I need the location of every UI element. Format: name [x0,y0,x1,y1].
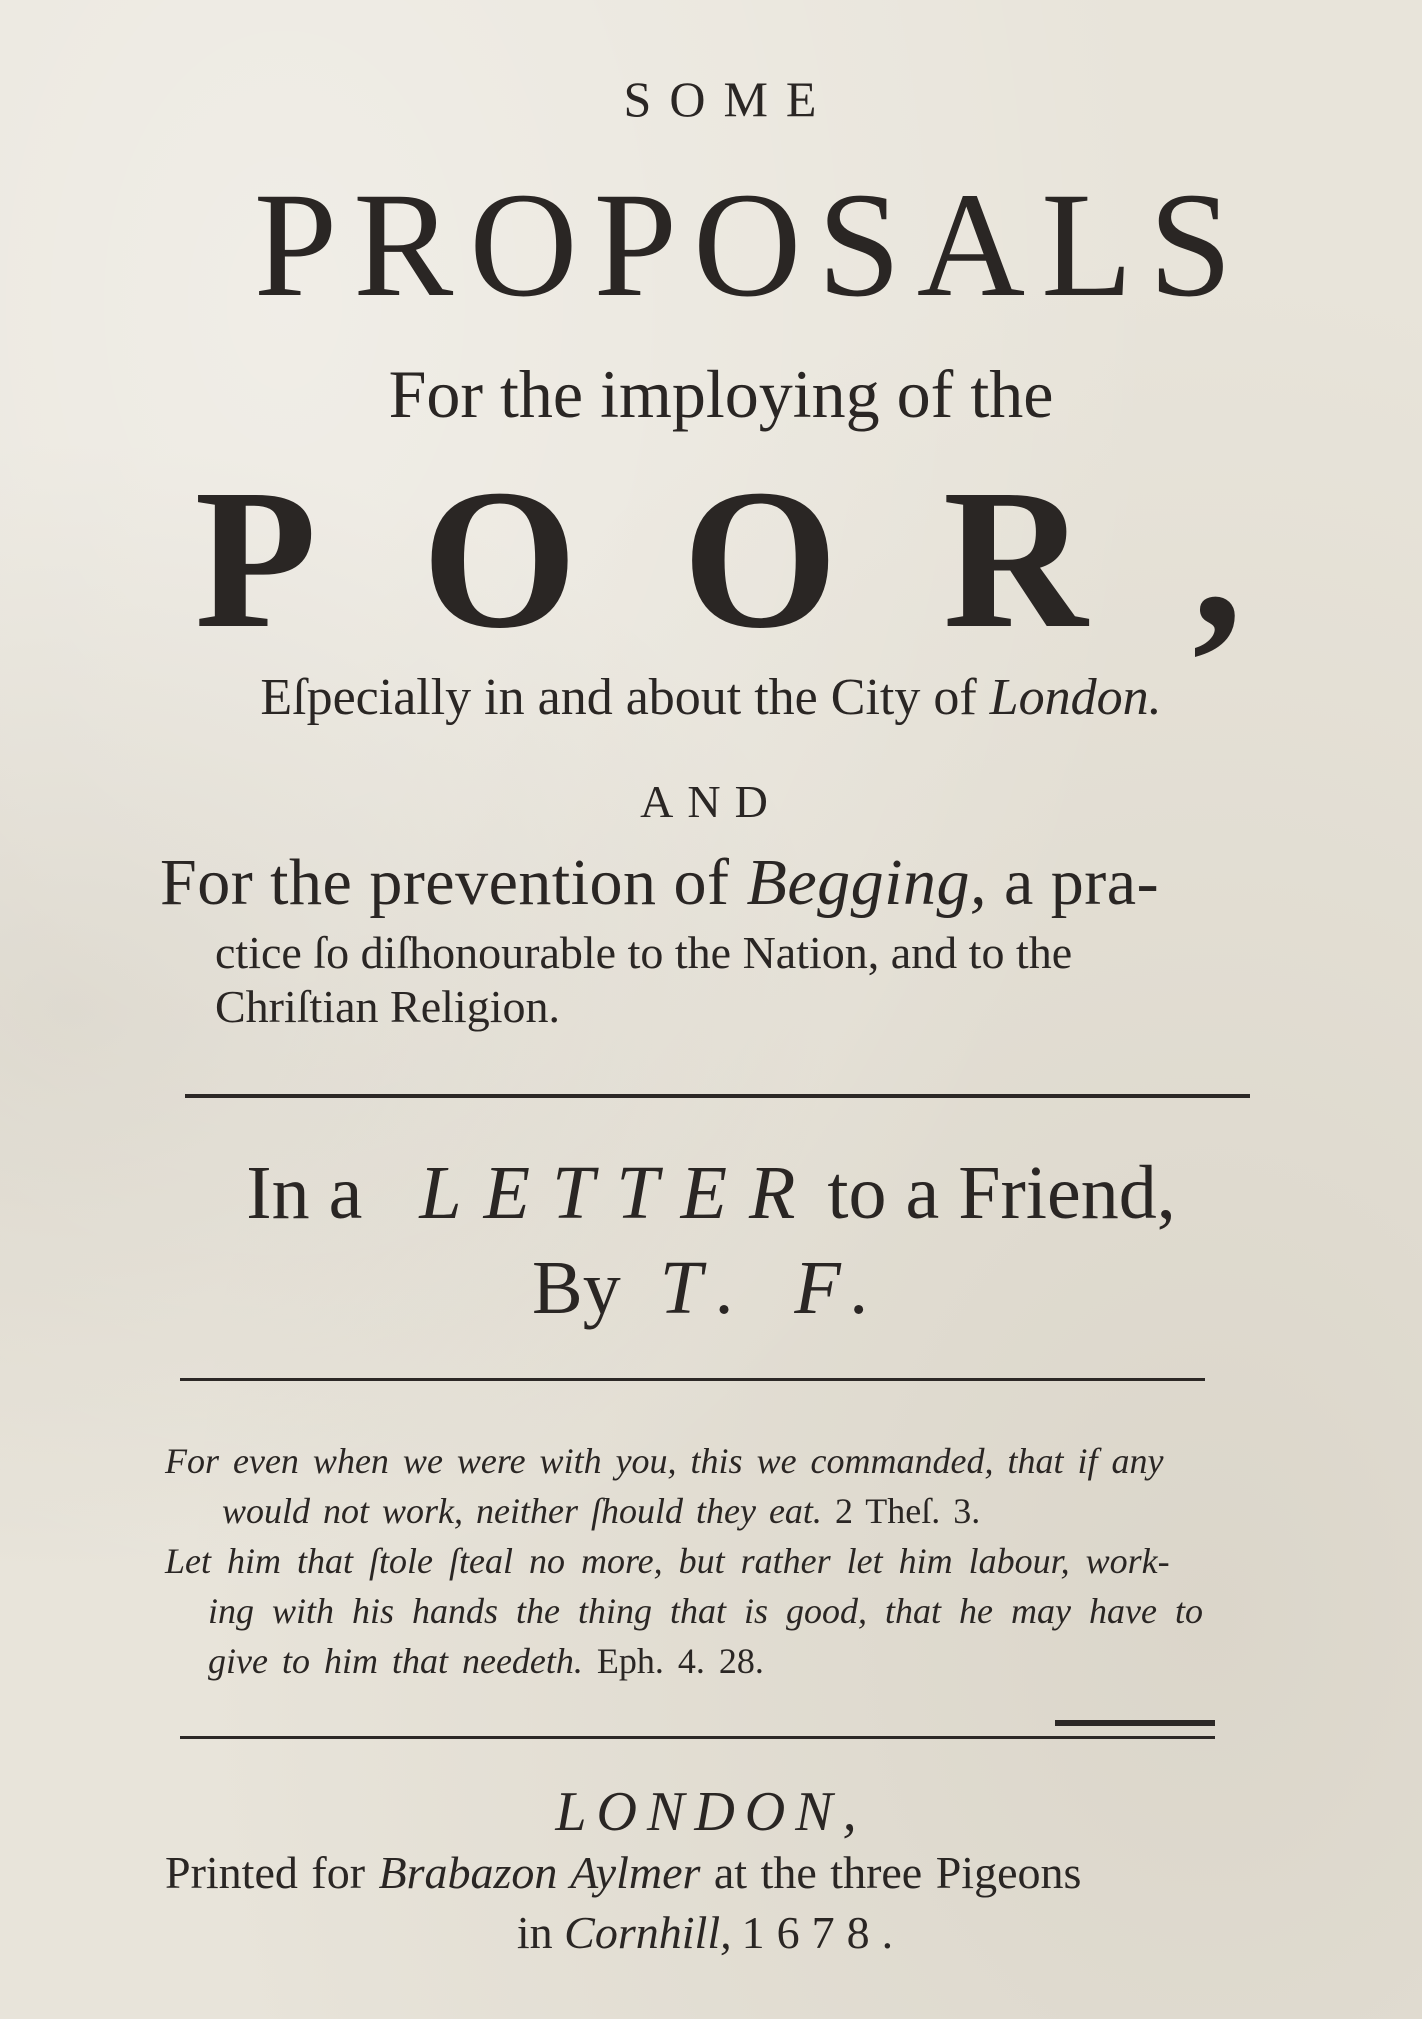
divider-rule-thick [1055,1720,1215,1726]
imprint-city: LONDON, [555,1781,867,1843]
prevention-begging: Begging, [746,846,987,919]
heading-poor: POOR, [194,449,1348,670]
epigraph-line-3: Let him that ſtole ſteal no more, but rather let him labour, work- [165,1541,1170,1581]
divider-rule [180,1378,1205,1381]
heading-some: SOME [623,71,835,127]
heading-and: AND [640,776,782,827]
epigraph-line-5 [208,1640,764,1682]
printed-post: at the three Pigeons [700,1847,1082,1898]
letter-line [0,1150,1422,1237]
epigraph-line-1: For even when we were with you, this we commanded, that if any [165,1441,1164,1481]
heading-proposals: PROPOSALS [253,162,1249,328]
author-initials: T. F. [659,1246,890,1330]
divider-rule [180,1736,1215,1739]
prevention-line-2: ctice ſo diſhonourable to the Nation, and to the [215,927,1073,978]
prevention-pre: For the prevention of [160,846,747,919]
imprint-printed-line [165,1846,1081,1899]
epigraph-line-2 [222,1490,980,1532]
prevention-line-1 [160,845,1270,921]
author-line [0,1245,1422,1332]
especially-text: Eſpecially in and about the City of [260,669,990,726]
imprint-year: 1678. [741,1907,906,1958]
imprint-in: in [516,1907,565,1958]
printed-pre: Printed for [165,1847,379,1898]
prevention-post: a pra- [987,846,1160,919]
epigraph-reference: Eph. 4. 28. [582,1641,764,1681]
epigraph-reference: 2 Theſ. 3. [821,1491,981,1531]
letter-post: to a Friend, [827,1151,1176,1235]
epigraph-line-2-text: would not work, neither ſhould they eat. [222,1491,822,1531]
imprint-cornhill: Cornhill, [564,1907,732,1958]
epigraph-line-4: ing with his hands the thing that is good, that he may have to [208,1591,1203,1631]
printer-name: Brabazon Aylmer [378,1847,701,1898]
subtitle-especially [0,668,1422,727]
letter-word: LETTER [419,1151,818,1235]
imprint-location-line [0,1906,1422,1959]
especially-london: London. [989,669,1162,726]
divider-rule [185,1094,1250,1098]
prevention-line-3: Chriſtian Religion. [215,981,560,1032]
by-pre: By [532,1246,640,1330]
letter-pre: In a [246,1151,382,1235]
epigraph-line-5-text: give to him that needeth. [208,1641,583,1681]
heading-for-employing: For the imploying of the [388,356,1054,432]
